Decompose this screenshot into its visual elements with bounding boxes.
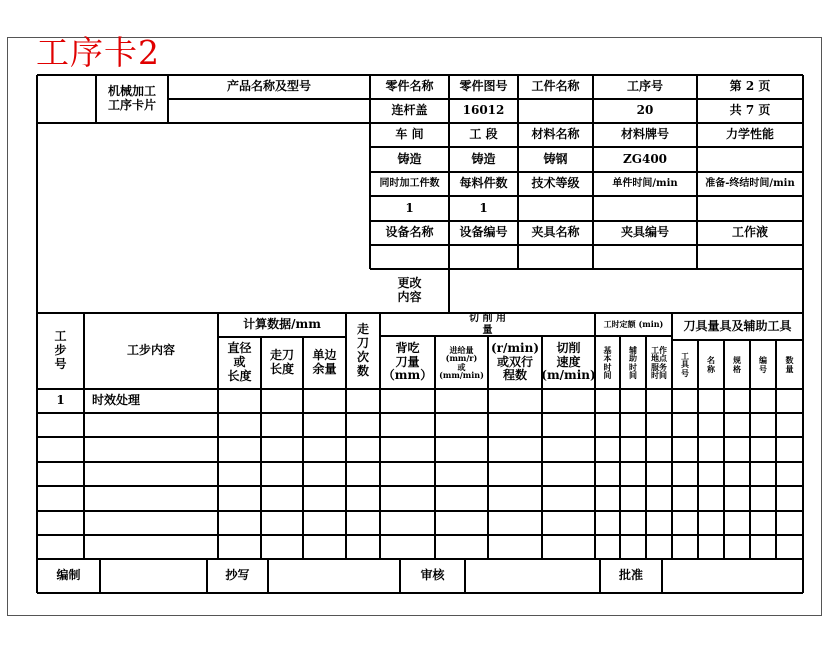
simul-count-label: 同时加工件数 — [379, 178, 440, 190]
simul-count-value: 1 — [405, 200, 414, 215]
blank-count-label: 每料件数 — [459, 176, 508, 191]
cutting-speed-header: 切削 速度 (m/min) — [541, 340, 596, 383]
tool-no-header: 工 具 号 — [681, 350, 689, 378]
service-time-header: 工作 地点 服务 时间 — [651, 344, 667, 380]
workshop-label: 车 间 — [395, 127, 424, 142]
prep-time-label: 准备-终结时间/min — [705, 178, 795, 190]
tools-header: 刀具量具及辅助工具 — [683, 318, 792, 333]
basic-time-header: 基 本 时 间 — [603, 344, 612, 380]
material-name-value: 铸钢 — [543, 151, 568, 166]
rule-h — [37, 436, 803, 438]
total-pages-label: 共 7 页 — [729, 103, 771, 118]
step-row-content: 时效处理 — [92, 393, 141, 408]
equip-name-label: 设备名称 — [385, 225, 434, 240]
card-name: 机械加工 工序卡片 — [107, 84, 156, 112]
tool-name-header: 名 称 — [707, 355, 715, 374]
calc-data-header: 计算数据/mm — [243, 317, 321, 332]
rule-h — [37, 510, 803, 512]
rule-h — [37, 461, 803, 463]
section-label: 工 段 — [469, 127, 498, 142]
diameter-header: 直径 或 长度 — [227, 341, 252, 383]
time-quota-header: 工时定额 (min) — [603, 319, 664, 330]
equip-no-label: 设备编号 — [459, 225, 508, 240]
operation-no-value: 20 — [636, 103, 654, 118]
cutting-params-header: 切 削 用 量 — [469, 313, 506, 336]
rule-h — [37, 485, 803, 487]
compile-label: 编制 — [56, 568, 81, 583]
passes-header: 走 刀 次 数 — [356, 322, 369, 378]
coolant-label: 工作液 — [731, 225, 768, 240]
step-content-header: 工步内容 — [126, 343, 175, 358]
change-content-label: 更改 内容 — [397, 276, 422, 304]
feed-header: 进给量 (mm/r) 或 (mm/min) — [439, 344, 484, 380]
mech-props-label: 力学性能 — [725, 127, 774, 142]
fixture-no-label: 夹具编号 — [620, 225, 669, 240]
part-name-value: 连杆盖 — [391, 103, 428, 118]
copy-label: 抄写 — [225, 568, 250, 583]
material-grade-label: 材料牌号 — [620, 127, 669, 142]
step-row-no: 1 — [56, 393, 65, 408]
tool-spec-header: 规 格 — [733, 355, 741, 374]
drawing-no-value: 16012 — [462, 103, 505, 118]
tool-code-header: 编 号 — [759, 355, 767, 374]
allowance-header: 单边 余量 — [312, 348, 337, 376]
page-title: 工序卡2 — [36, 33, 160, 72]
depth-header: 背吃 刀量 （mm） — [382, 340, 433, 383]
page-label: 第 2 页 — [729, 79, 771, 94]
part-name-label: 零件名称 — [385, 79, 434, 94]
material-name-label: 材料名称 — [531, 127, 580, 142]
fixture-name-label: 夹具名称 — [531, 225, 580, 240]
blank-count-value: 1 — [479, 200, 488, 215]
product-label: 产品名称及型号 — [226, 79, 311, 94]
review-label: 审核 — [420, 568, 445, 583]
workshop-value: 铸造 — [397, 151, 422, 166]
material-grade-value: ZG400 — [622, 151, 668, 166]
tool-qty-header: 数 量 — [785, 355, 794, 374]
spindle-speed-header: (r/min) 或双行 程数 — [490, 340, 540, 383]
approve-label: 批准 — [618, 568, 643, 583]
process-name-label: 工件名称 — [531, 79, 580, 94]
operation-no-label: 工序号 — [626, 79, 663, 94]
rule-h — [37, 122, 370, 124]
aux-time-header: 辅 助 时 间 — [629, 344, 637, 380]
skill-grade-label: 技术等级 — [531, 176, 580, 191]
section-value: 铸造 — [471, 151, 496, 166]
travel-length-header: 走刀 长度 — [269, 348, 294, 376]
rule-h — [37, 534, 803, 536]
step-no-header: 工 步 号 — [54, 329, 67, 371]
drawing-no-label: 零件图号 — [459, 79, 508, 94]
unit-time-label: 单件时间/min — [612, 178, 678, 190]
